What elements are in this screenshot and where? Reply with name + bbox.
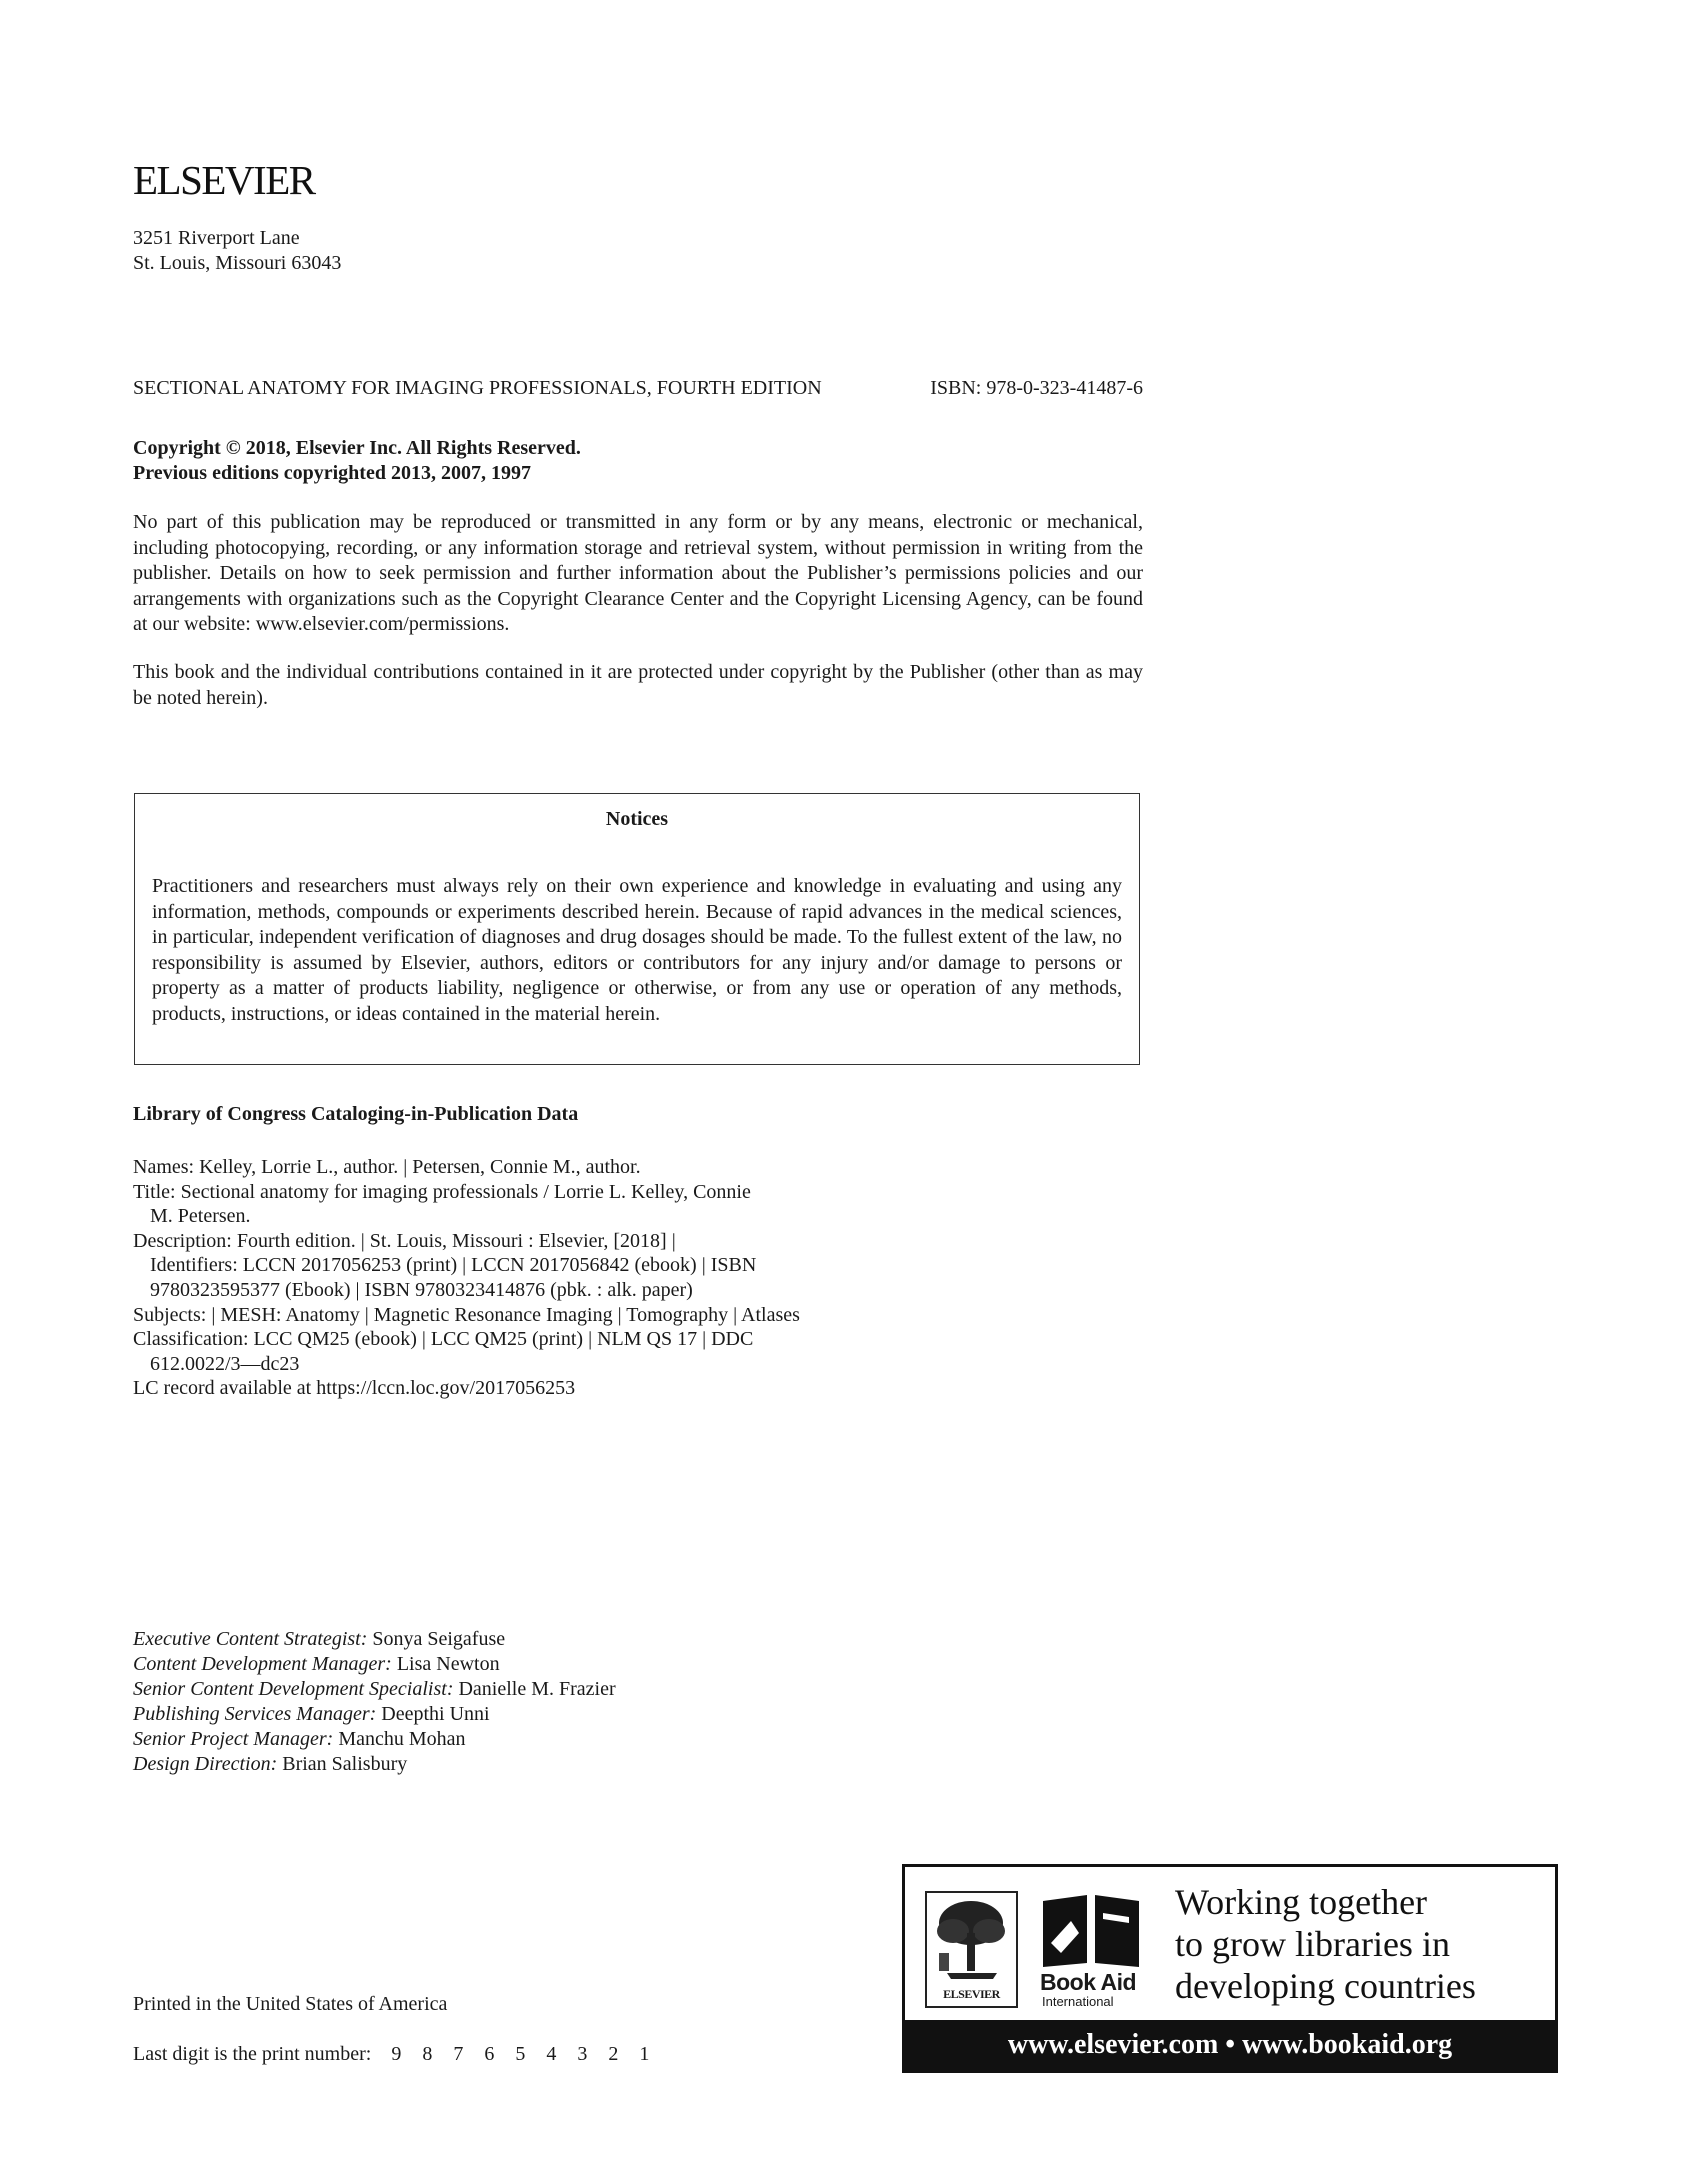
credit-line [133,1627,616,1652]
credit-line [133,1752,616,1777]
cip-line: M. Petersen. [150,1205,251,1228]
cip-record [133,1155,1033,1401]
cip-line: Identifiers: LCCN 2017056253 (print) | LCCN 2017056842 (ebook) | ISBN [150,1254,757,1277]
book-title-line [133,377,1143,400]
notices-heading: Notices [605,808,669,830]
elsevier-tree-logo [925,1891,1018,2008]
tagline-line: Working together [1175,1882,1428,1922]
production-credits [133,1627,616,1777]
book-aid-urls: www.elsevier.com • www.bookaid.org [905,2020,1555,2070]
tagline-line: developing countries [1175,1966,1476,2006]
copyright-block [133,436,581,486]
book-title: SECTIONAL ANATOMY FOR IMAGING PROFESSIONALS, FOURTH EDITION [133,377,822,399]
credit-line [133,1727,616,1752]
credit-line [133,1652,616,1677]
cip-line: Names: Kelley, Lorrie L., author. | Petersen, Connie M., author. [133,1156,641,1178]
notices-box [134,793,1140,1065]
credit-role: Content Development Manager: [133,1653,392,1675]
printed-in: Printed in the United States of America [133,1993,448,2015]
cip-line: LC record available at https://lccn.loc.gov/2017056253 [133,1377,576,1400]
print-number-line [133,2043,649,2066]
credit-name: Brian Salisbury [277,1753,408,1775]
book-aid-banner [902,1864,1558,2073]
tree-icon [927,1893,1016,1983]
book-aid-subname: International [1042,1994,1114,2009]
permissions-paragraph: No part of this publication may be reproduced or transmitted in any form or by any means, electronic or mechanical, including photocopying, recording, or any information storage and retrieval system, without permission in writing from the publisher. Details on how to seek permission and further information about the Publisher’s permissions policies and our arrangements with organizations such as the Copyright Clearance Center and the Copyright Licensing Agency, can be found at our website: www.elsevier.com/permissions. [133,511,1143,635]
credit-role: Design Direction: [133,1753,278,1775]
copyright-line: Copyright © 2018, Elsevier Inc. All Rights Reserved. [133,437,581,459]
address-line-1: 3251 Riverport Lane [133,227,300,249]
cip-heading: Library of Congress Cataloging-in-Publication Data [133,1103,579,1125]
protection-paragraph: This book and the individual contributions contained in it are protected under copyright by the Publisher (other than as may be noted herein). [133,661,1143,709]
print-number-label: Last digit is the print number: [133,2043,372,2065]
credit-name: Sonya Seigafuse [367,1628,506,1650]
cip-line: 9780323595377 (Ebook) | ISBN 9780323414876 (pbk. : alk. paper) [150,1278,693,1301]
cip-line: Classification: LCC QM25 (ebook) | LCC QM25 (print) | NLM QS 17 | DDC [133,1328,754,1351]
credit-name: Danielle M. Frazier [453,1678,616,1700]
print-number-digits: 9 8 7 6 5 4 3 2 1 [391,2043,650,2065]
address-line-2: St. Louis, Missouri 63043 [133,252,342,274]
credit-line [133,1677,616,1702]
credit-role: Publishing Services Manager: [133,1703,377,1725]
book-aid-book-icon [1041,1893,1141,1969]
previous-editions-line: Previous editions copyrighted 2013, 2007, 1997 [133,462,531,484]
tagline-line: to grow libraries in [1175,1924,1450,1964]
cip-line: Subjects: | MESH: Anatomy | Magnetic Resonance Imaging | Tomography | Atlases [133,1303,800,1326]
notices-body: Practitioners and researchers must always rely on their own experience and knowledge in evaluating and using any information, methods, compounds or experiments described herein. Because of rapid advances in the medical sciences, in particular, independent verification of diagnoses and drug dosages should be made. To the fullest extent of the law, no responsibility is assumed by Elsevier, authors, editors or contributors for any injury and/or damage to persons or property as a matter of products liability, negligence or otherwise, or from any use or operation of any methods, products, instructions, or ideas contained in the material herein. [152,875,1122,1025]
elsevier-logo-label: ELSEVIER [943,1987,1000,2001]
credit-role: Senior Content Development Specialist: [133,1678,454,1700]
credit-name: Manchu Mohan [333,1728,466,1750]
credit-line [133,1702,616,1727]
publisher-logo: ELSEVIER [133,157,315,203]
book-aid-name: Book Aid [1040,1969,1137,1995]
credit-name: Lisa Newton [391,1653,500,1675]
publisher-address [133,226,341,276]
cip-line: Title: Sectional anatomy for imaging professionals / Lorrie L. Kelley, Connie [133,1180,751,1203]
cip-line: 612.0022/3—dc23 [150,1352,300,1375]
book-isbn: ISBN: 978-0-323-41487-6 [930,377,1143,399]
book-aid-tagline [1175,1881,1476,2007]
cip-line: Description: Fourth edition. | St. Louis, Missouri : Elsevier, [2018] | [133,1229,676,1252]
credit-role: Executive Content Strategist: [133,1628,368,1650]
credit-role: Senior Project Manager: [133,1728,334,1750]
credit-name: Deepthi Unni [376,1703,490,1725]
